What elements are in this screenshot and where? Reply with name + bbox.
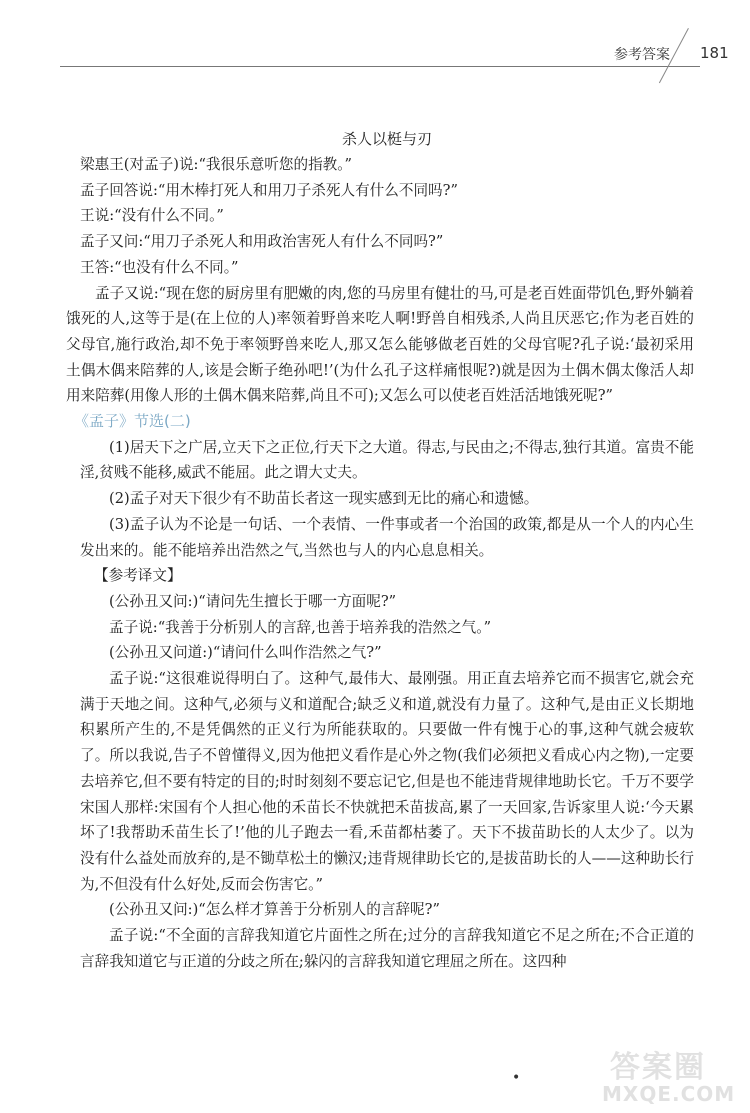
translation-line: (公孙丑又问:)“请问先生擅长于哪一方面呢?” [109, 592, 397, 610]
answer-item: (1)居天下之广居,立天下之正位,行天下之大道。得志,与民由之;不得志,独行其道。富贵不能淫,贫贱不能移,威武不能屈。此之谓大丈夫。 [80, 438, 694, 482]
watermark-url: MXQE.COM [602, 1082, 736, 1106]
story-paragraph: 孟子又说:“现在您的厨房里有肥嫩的肉,您的马房里有健壮的马,可是老百姓面带饥色,野外躺着饿死的人,这等于是(在上位的人)率领着野兽来吃人啊!野兽自相残杀,人尚且厌恶它;作为老百姓的父母官,施行政治,却不免于率领野兽来吃人,那又怎么能够做老百姓的父母官呢?孔子说:‘最初采用土偶木偶来陪葬的人,该是会断子绝孙吧!’(为什么孔子这样痛恨呢?)就是因为土偶木偶太像活人却用来陪葬(用像人形的土偶木偶来陪葬,尚且不可);又怎么可以使老百姓活活地饿死呢?” [66, 284, 694, 405]
translation-label: 【参考译文】 [94, 567, 182, 585]
dialogue-line: 孟子回答说:“用木棒打死人和用刀子杀死人有什么不同吗?” [80, 181, 458, 199]
running-header-title: 参考答案 [614, 47, 670, 63]
translation-paragraph: 孟子说:“不全面的言辞我知道它片面性之所在;过分的言辞我知道它不足之所在;不合正道的言辞我知道它与正道的分歧之所在;躲闪的言辞我知道它理屈之所在。这四种 [80, 927, 694, 970]
dialogue-line: 梁惠王(对孟子)说:“我很乐意听您的指教。” [80, 156, 353, 173]
page-body [66, 126, 694, 975]
answer-item: (2)孟子对天下很少有不助苗长者这一现实感到无比的痛心和遗憾。 [109, 490, 539, 508]
watermark-logo-text: 答案圈 [610, 1050, 706, 1085]
dialogue-line: 王答:“也没有什么不同。” [80, 258, 239, 276]
translation-line: (公孙丑又问道:)“请问什么叫作浩然之气?” [109, 644, 382, 662]
story-heading: 杀人以梃与刃 [341, 130, 432, 148]
page-number: 181 [700, 44, 729, 62]
watermark-logo [602, 1042, 748, 1110]
translation-line: 孟子说:“我善于分析别人的言辞,也善于培养我的浩然之气。” [109, 618, 492, 636]
answer-item: (3)孟子认为不论是一句话、一个表情、一件事或者一个治国的政策,都是从一个人的内心生发出来的。能不能培养出浩然之气,当然也与人的内心息息相关。 [80, 515, 694, 559]
stray-dot: • [512, 1070, 521, 1086]
dialogue-line: 王说:“没有什么不同。” [80, 207, 224, 225]
header-rule [60, 66, 700, 67]
section-title: 《孟子》节选(二) [74, 412, 191, 431]
translation-line: (公孙丑又问:)“怎么样才算善于分析别人的言辞呢?” [109, 901, 440, 919]
dialogue-line: 孟子又问:“用刀子杀死人和用政治害死人有什么不同吗?” [80, 233, 444, 251]
translation-paragraph: 孟子说:“这很难说得明白了。这种气,最伟大、最刚强。用正直去培养它而不损害它,就会充满于天地之间。这种气,必须与义和道配合;缺乏义和道,就没有力量了。这种气,是由正义长期地积累所产生的,不是凭偶然的正义行为所能获取的。只要做一件有愧于心的事,这种气就会疲软了。所以我说,告子不曾懂得义,因为他把义看作是心外之物(我们必须把义看成心内之物),一定要去培养它,但不要有特定的目的;时时刻刻不要忘记它,但是也不能违背规律地助长它。千万不要学宋国人那样:宋国有个人担心他的禾苗长不快就把禾苗拔高,累了一天回家,告诉家里人说:‘今天累坏了!我帮助禾苗生长了!’他的儿子跑去一看,禾苗都枯萎了。天下不拔苗助长的人太少了。以为没有什么益处而放弃的,是不锄草松土的懒汉;违背规律助长它的,是拔苗助长的人——这种助长行为,不但没有什么好处,反而会伤害它。” [80, 670, 694, 893]
